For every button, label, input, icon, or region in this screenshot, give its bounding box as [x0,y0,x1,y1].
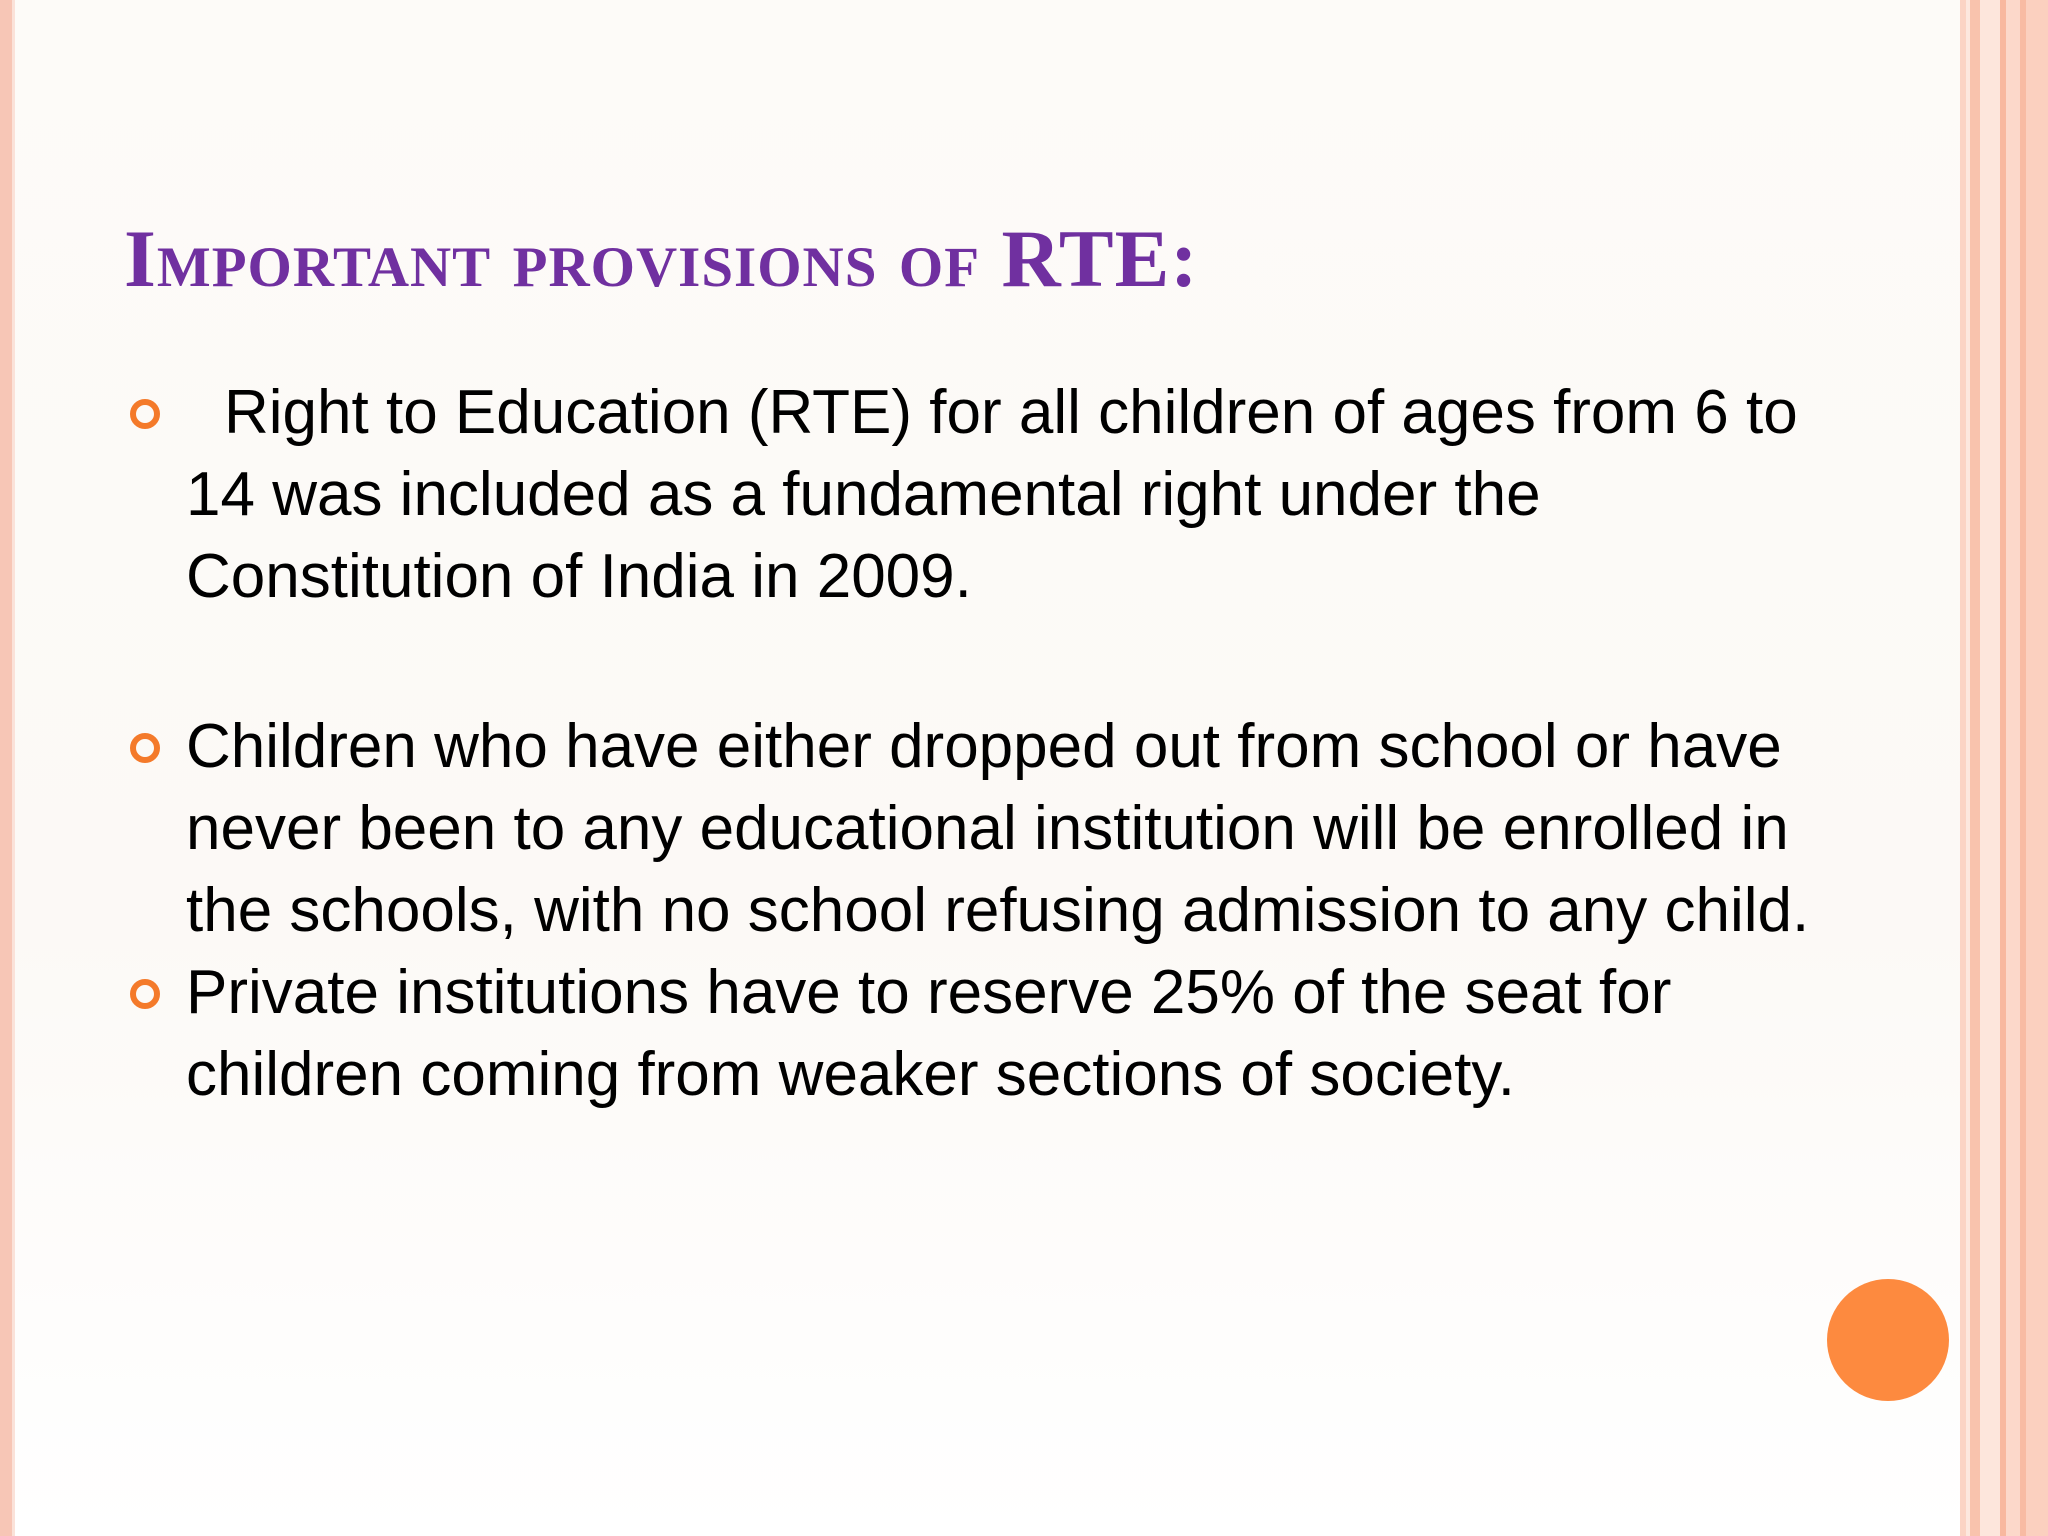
left-border [0,0,12,1536]
slide-title: Important provisions of RTE: [124,213,1199,304]
ring-bullet-icon [130,399,160,429]
bullet-text: Private institutions have to reserve 25% of the seat for children coming from weaker sections of society. [186,958,1672,1109]
ring-bullet-icon [130,733,160,763]
bullet-item [130,706,1810,952]
bullet-list [130,372,1810,1116]
bullet-item [130,952,1810,1116]
ring-bullet-icon [130,979,160,1009]
right-stripes [1960,0,2048,1536]
bullet-item [130,372,1810,618]
bullet-text: Children who have either dropped out from school or have never been to any educational institution will be enrolled in the schools, with no school refusing admission to any child. [186,712,1810,945]
bullet-text: Right to Education (RTE) for all children of ages from 6 to 14 was included as a fundamental right under the Constitution of India in 2009. [186,378,1798,611]
orange-circle-icon [1827,1279,1949,1401]
